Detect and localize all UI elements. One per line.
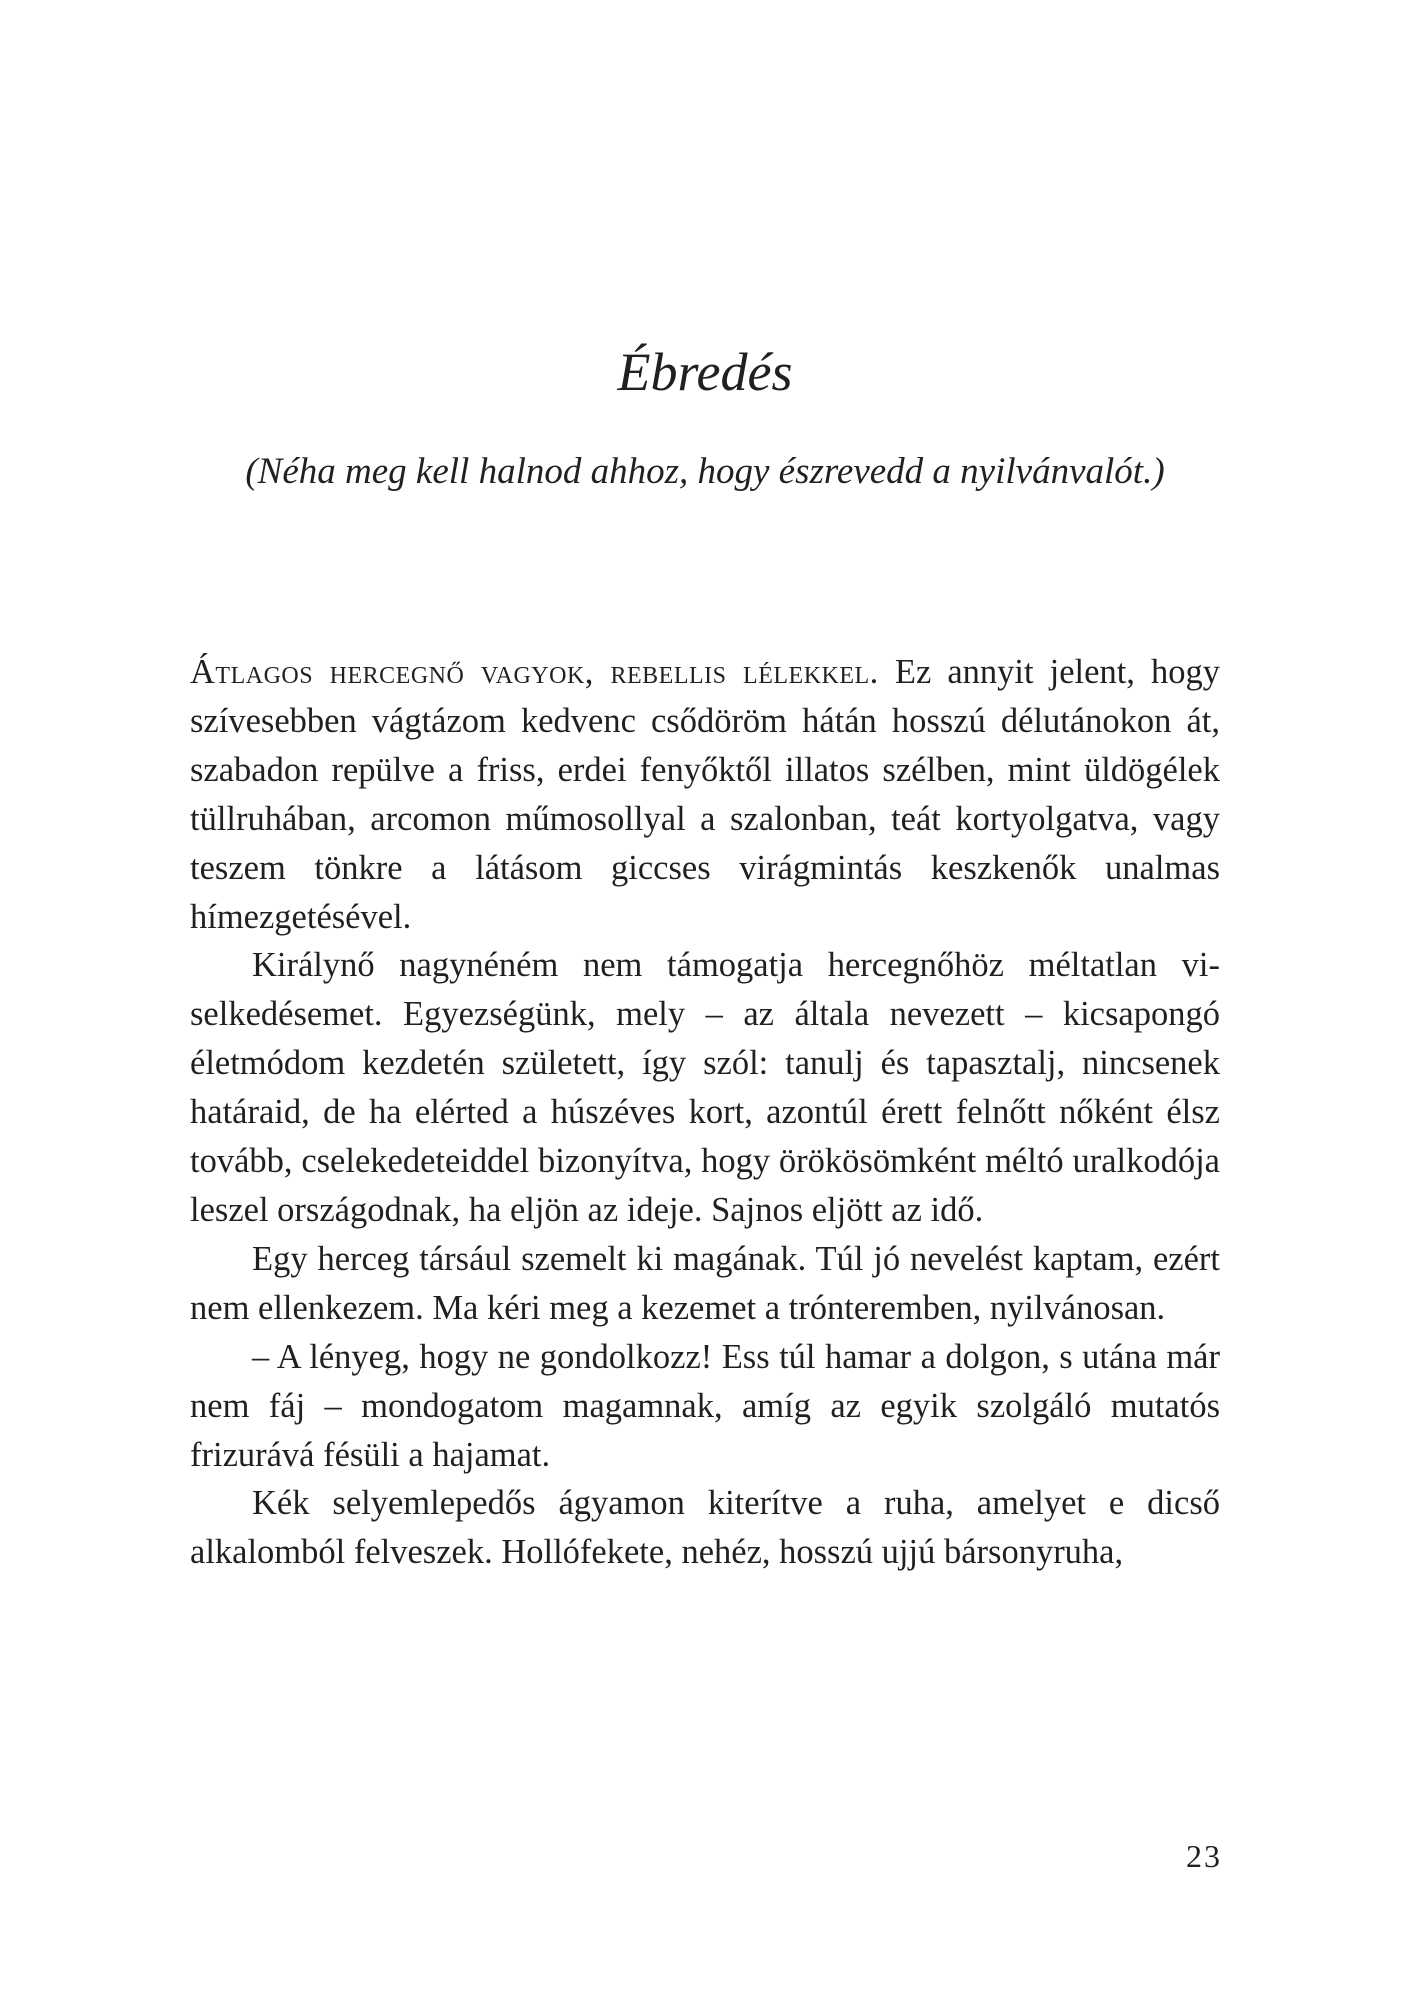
paragraph-text: Ez annyit jelent, hogy szívesebben vágtázom kedvenc csődöröm hátán hosszú délutánokon át, szabadon repülve a friss, erdei fenyőktől illatos szélben, mint üldögélek tüllruhában, arcomon műmosollyal a szalonban, teát kortyolgatva, vagy teszem tönkre a látásom giccses virágmintás keszkenők unalmas hímezgetésével. (190, 653, 1220, 936)
paragraph-5: Kék selyemlepedős ágyamon kiterítve a ruha, amelyet e dicső alkalomból felveszek. Hollófekete, nehéz, hosszú ujjú bársonyruha, (190, 1484, 1220, 1572)
chapter-title: Ébredés (617, 342, 793, 402)
body-text (190, 648, 1220, 1577)
page-number: 23 (1186, 1838, 1222, 1874)
chapter-subtitle: (Néha meg kell halnod ahhoz, hogy észrevedd a nyilvánvalót.) (245, 451, 1165, 492)
paragraph-4: – A lényeg, hogy ne gondolkozz! Ess túl hamar a dolgon, s utána már nem fáj – mondogatom magamnak, amíg az egyik szolgáló mutatós frizurává fésüli a hajamat. (190, 1337, 1220, 1474)
paragraph-lead-in: Átlagos hercegnő vagyok, rebellis lélekkel. (190, 653, 879, 691)
paragraph-2: Királynő nagynéném nem támogatja hercegnőhöz méltatlan viselkedésemet. Egyezségünk, mely – az általa nevezett – kicsapongó életmódom kezdetén született, így szól: tanulj és tapasztalj, nincsenek határaid, de ha elérted a húszéves kort, azontúl érett felnőtt nőként élsz tovább, cselekedeteiddel bizonyítva, hogy örökösömként méltó uralkodója leszel országodnak, ha eljön az ideje. Sajnos eljött az idő. (190, 946, 1220, 1229)
paragraph-1 (190, 648, 1220, 941)
paragraph-3: Egy herceg társául szemelt ki magának. Túl jó nevelést kaptam, ezért nem ellenkezem. Ma kéri meg a kezemet a trónteremben, nyilvánosan. (190, 1239, 1220, 1327)
